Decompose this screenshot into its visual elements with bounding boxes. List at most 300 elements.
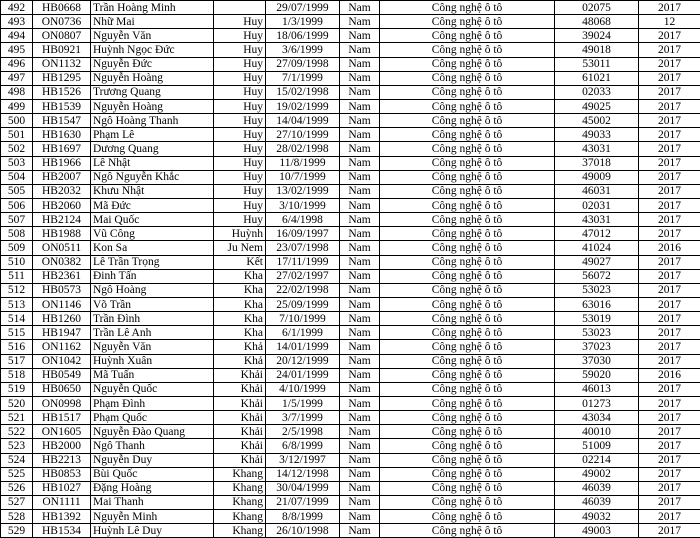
row-number-cell: 497 xyxy=(1,71,33,85)
gender-cell: Nam xyxy=(340,340,380,354)
first-name-cell: Khang xyxy=(214,467,266,481)
table-row xyxy=(1,156,700,170)
row-number-cell: 523 xyxy=(1,439,33,453)
table-row xyxy=(1,128,700,142)
student-code-cell: HB0549 xyxy=(33,368,91,382)
first-name-cell: Huy xyxy=(214,57,266,71)
year-cell: 2017 xyxy=(639,114,700,128)
table-row xyxy=(1,495,700,509)
exam-id-cell: 43034 xyxy=(555,411,639,425)
last-name-cell: Phạm Lê xyxy=(91,128,214,142)
last-name-cell: Ngô Thanh xyxy=(91,439,214,453)
exam-id-cell: 53023 xyxy=(555,283,639,297)
year-cell: 12 xyxy=(639,15,700,29)
birth-date-cell: 6/8/1999 xyxy=(266,439,340,453)
student-code-cell: HB1697 xyxy=(33,142,91,156)
birth-date-cell: 25/09/1999 xyxy=(266,297,340,311)
exam-id-cell: 59020 xyxy=(555,368,639,382)
exam-id-cell: 02075 xyxy=(555,1,639,15)
gender-cell: Nam xyxy=(340,326,380,340)
gender-cell: Nam xyxy=(340,227,380,241)
year-cell: 2017 xyxy=(639,156,700,170)
major-cell: Công nghệ ô tô xyxy=(380,453,555,467)
first-name-cell: Khải xyxy=(214,453,266,467)
row-number-cell: 524 xyxy=(1,453,33,467)
table-row xyxy=(1,269,700,283)
year-cell: 2017 xyxy=(639,453,700,467)
row-number-cell: 494 xyxy=(1,29,33,43)
major-cell: Công nghệ ô tô xyxy=(380,439,555,453)
first-name-cell: Khả xyxy=(214,354,266,368)
exam-id-cell: 49009 xyxy=(555,170,639,184)
year-cell: 2017 xyxy=(639,495,700,509)
first-name-cell: Khải xyxy=(214,368,266,382)
major-cell: Công nghệ ô tô xyxy=(380,396,555,410)
last-name-cell: Đặng Hoàng xyxy=(91,481,214,495)
gender-cell: Nam xyxy=(340,368,380,382)
year-cell: 2017 xyxy=(639,411,700,425)
student-code-cell: HB1966 xyxy=(33,156,91,170)
birth-date-cell: 2/5/1998 xyxy=(266,425,340,439)
gender-cell: Nam xyxy=(340,43,380,57)
exam-id-cell: 53023 xyxy=(555,326,639,340)
table-row xyxy=(1,255,700,269)
gender-cell: Nam xyxy=(340,99,380,113)
exam-id-cell: 53019 xyxy=(555,312,639,326)
major-cell: Công nghệ ô tô xyxy=(380,184,555,198)
gender-cell: Nam xyxy=(340,396,380,410)
first-name-cell: Khải xyxy=(214,425,266,439)
major-cell: Công nghệ ô tô xyxy=(380,425,555,439)
birth-date-cell: 15/02/1998 xyxy=(266,85,340,99)
year-cell: 2017 xyxy=(639,297,700,311)
row-number-cell: 503 xyxy=(1,156,33,170)
major-cell: Công nghệ ô tô xyxy=(380,255,555,269)
gender-cell: Nam xyxy=(340,269,380,283)
birth-date-cell: 23/07/1998 xyxy=(266,241,340,255)
student-code-cell: ON0807 xyxy=(33,29,91,43)
last-name-cell: Ngô Hoàng xyxy=(91,283,214,297)
exam-id-cell: 63016 xyxy=(555,297,639,311)
gender-cell: Nam xyxy=(340,481,380,495)
major-cell: Công nghệ ô tô xyxy=(380,269,555,283)
student-code-cell: ON1162 xyxy=(33,340,91,354)
first-name-cell: Huy xyxy=(214,15,266,29)
last-name-cell: Vũ Công xyxy=(91,227,214,241)
gender-cell: Nam xyxy=(340,142,380,156)
year-cell: 2017 xyxy=(639,510,700,524)
birth-date-cell: 27/02/1997 xyxy=(266,269,340,283)
gender-cell: Nam xyxy=(340,241,380,255)
last-name-cell: Dương Quang xyxy=(91,142,214,156)
table-row xyxy=(1,510,700,524)
student-code-cell: HB1539 xyxy=(33,99,91,113)
student-code-cell: ON0382 xyxy=(33,255,91,269)
student-code-cell: HB1517 xyxy=(33,411,91,425)
birth-date-cell: 14/04/1999 xyxy=(266,114,340,128)
gender-cell: Nam xyxy=(340,467,380,481)
table-row xyxy=(1,170,700,184)
first-name-cell: Huy xyxy=(214,213,266,227)
first-name-cell: Huy xyxy=(214,114,266,128)
major-cell: Công nghệ ô tô xyxy=(380,142,555,156)
year-cell: 2017 xyxy=(639,326,700,340)
birth-date-cell: 8/8/1999 xyxy=(266,510,340,524)
major-cell: Công nghệ ô tô xyxy=(380,43,555,57)
first-name-cell xyxy=(214,1,266,15)
student-code-cell: ON0736 xyxy=(33,15,91,29)
gender-cell: Nam xyxy=(340,411,380,425)
major-cell: Công nghệ ô tô xyxy=(380,524,555,538)
row-number-cell: 498 xyxy=(1,85,33,99)
birth-date-cell: 14/12/1998 xyxy=(266,467,340,481)
row-number-cell: 505 xyxy=(1,184,33,198)
major-cell: Công nghệ ô tô xyxy=(380,283,555,297)
major-cell: Công nghệ ô tô xyxy=(380,510,555,524)
first-name-cell: Huy xyxy=(214,29,266,43)
year-cell: 2017 xyxy=(639,1,700,15)
birth-date-cell: 26/10/1998 xyxy=(266,524,340,538)
last-name-cell: Mã Đức xyxy=(91,198,214,212)
student-code-cell: HB1947 xyxy=(33,326,91,340)
last-name-cell: Nguyễn Văn xyxy=(91,29,214,43)
birth-date-cell: 19/02/1999 xyxy=(266,99,340,113)
table-row xyxy=(1,326,700,340)
year-cell: 2017 xyxy=(639,43,700,57)
row-number-cell: 506 xyxy=(1,198,33,212)
exam-id-cell: 49003 xyxy=(555,524,639,538)
student-code-cell: HB2032 xyxy=(33,184,91,198)
birth-date-cell: 21/07/1999 xyxy=(266,495,340,509)
last-name-cell: Ngô Nguyễn Khắc xyxy=(91,170,214,184)
row-number-cell: 512 xyxy=(1,283,33,297)
year-cell: 2017 xyxy=(639,354,700,368)
first-name-cell: Huy xyxy=(214,142,266,156)
first-name-cell: Kha xyxy=(214,312,266,326)
first-name-cell: Khả xyxy=(214,340,266,354)
birth-date-cell: 3/7/1999 xyxy=(266,411,340,425)
last-name-cell: Phạm Đình xyxy=(91,396,214,410)
table-row xyxy=(1,57,700,71)
birth-date-cell: 6/1/1999 xyxy=(266,326,340,340)
gender-cell: Nam xyxy=(340,1,380,15)
birth-date-cell: 17/11/1999 xyxy=(266,255,340,269)
row-number-cell: 507 xyxy=(1,213,33,227)
exam-id-cell: 46031 xyxy=(555,184,639,198)
first-name-cell: Khang xyxy=(214,524,266,538)
table-row xyxy=(1,524,700,538)
row-number-cell: 501 xyxy=(1,128,33,142)
first-name-cell: Huy xyxy=(214,128,266,142)
birth-date-cell: 1/5/1999 xyxy=(266,396,340,410)
table-row xyxy=(1,340,700,354)
student-code-cell: HB0853 xyxy=(33,467,91,481)
gender-cell: Nam xyxy=(340,213,380,227)
last-name-cell: Lê Trần Trọng xyxy=(91,255,214,269)
year-cell: 2016 xyxy=(639,241,700,255)
row-number-cell: 522 xyxy=(1,425,33,439)
last-name-cell: Trần Lê Anh xyxy=(91,326,214,340)
last-name-cell: Mai Quốc xyxy=(91,213,214,227)
table-row xyxy=(1,481,700,495)
last-name-cell: Nguyễn Duy xyxy=(91,453,214,467)
major-cell: Công nghệ ô tô xyxy=(380,29,555,43)
exam-id-cell: 46039 xyxy=(555,495,639,509)
student-code-cell: HB1295 xyxy=(33,71,91,85)
row-number-cell: 526 xyxy=(1,481,33,495)
last-name-cell: Nguyễn Đào Quang xyxy=(91,425,214,439)
first-name-cell: Kha xyxy=(214,297,266,311)
year-cell: 2017 xyxy=(639,312,700,326)
gender-cell: Nam xyxy=(340,57,380,71)
gender-cell: Nam xyxy=(340,425,380,439)
student-code-cell: HB0573 xyxy=(33,283,91,297)
table-row xyxy=(1,396,700,410)
last-name-cell: Nguyễn Văn xyxy=(91,340,214,354)
last-name-cell: Trần Hoàng Minh xyxy=(91,1,214,15)
major-cell: Công nghệ ô tô xyxy=(380,114,555,128)
table-row xyxy=(1,312,700,326)
birth-date-cell: 6/4/1998 xyxy=(266,213,340,227)
row-number-cell: 508 xyxy=(1,227,33,241)
gender-cell: Nam xyxy=(340,198,380,212)
exam-id-cell: 49002 xyxy=(555,467,639,481)
birth-date-cell: 16/09/1997 xyxy=(266,227,340,241)
year-cell: 2017 xyxy=(639,213,700,227)
first-name-cell: Khải xyxy=(214,411,266,425)
last-name-cell: Nguyễn Hoàng xyxy=(91,99,214,113)
last-name-cell: Ngô Hoàng Thanh xyxy=(91,114,214,128)
last-name-cell: Nguyễn Quốc xyxy=(91,382,214,396)
birth-date-cell: 11/8/1999 xyxy=(266,156,340,170)
first-name-cell: Huy xyxy=(214,43,266,57)
row-number-cell: 514 xyxy=(1,312,33,326)
exam-id-cell: 46013 xyxy=(555,382,639,396)
row-number-cell: 528 xyxy=(1,510,33,524)
table-row xyxy=(1,114,700,128)
table-row xyxy=(1,198,700,212)
exam-id-cell: 43031 xyxy=(555,142,639,156)
table-row xyxy=(1,241,700,255)
student-code-cell: HB0668 xyxy=(33,1,91,15)
last-name-cell: Huỳnh Xuân xyxy=(91,354,214,368)
year-cell: 2017 xyxy=(639,524,700,538)
birth-date-cell: 29/07/1999 xyxy=(266,1,340,15)
year-cell: 2017 xyxy=(639,467,700,481)
exam-id-cell: 56072 xyxy=(555,269,639,283)
major-cell: Công nghệ ô tô xyxy=(380,71,555,85)
exam-id-cell: 02214 xyxy=(555,453,639,467)
year-cell: 2017 xyxy=(639,340,700,354)
year-cell: 2016 xyxy=(639,368,700,382)
student-code-cell: ON1146 xyxy=(33,297,91,311)
first-name-cell: Huy xyxy=(214,156,266,170)
last-name-cell: Đinh Tấn xyxy=(91,269,214,283)
last-name-cell: Bùi Quốc xyxy=(91,467,214,481)
table-row xyxy=(1,453,700,467)
major-cell: Công nghệ ô tô xyxy=(380,241,555,255)
student-code-cell: HB2000 xyxy=(33,439,91,453)
gender-cell: Nam xyxy=(340,29,380,43)
student-code-cell: ON1111 xyxy=(33,495,91,509)
last-name-cell: Nguyễn Đức xyxy=(91,57,214,71)
birth-date-cell: 14/01/1999 xyxy=(266,340,340,354)
year-cell: 2017 xyxy=(639,198,700,212)
gender-cell: Nam xyxy=(340,439,380,453)
table-row xyxy=(1,354,700,368)
major-cell: Công nghệ ô tô xyxy=(380,467,555,481)
year-cell: 2017 xyxy=(639,170,700,184)
major-cell: Công nghệ ô tô xyxy=(380,85,555,99)
exam-id-cell: 01273 xyxy=(555,396,639,410)
last-name-cell: Kon Sa xyxy=(91,241,214,255)
first-name-cell: Khải xyxy=(214,396,266,410)
last-name-cell: Khưu Nhật xyxy=(91,184,214,198)
major-cell: Công nghệ ô tô xyxy=(380,368,555,382)
last-name-cell: Nguyễn Hoàng xyxy=(91,71,214,85)
last-name-cell: Võ Trần xyxy=(91,297,214,311)
last-name-cell: Nhữ Mai xyxy=(91,15,214,29)
table-row xyxy=(1,29,700,43)
major-cell: Công nghệ ô tô xyxy=(380,1,555,15)
exam-id-cell: 39024 xyxy=(555,29,639,43)
major-cell: Công nghệ ô tô xyxy=(380,99,555,113)
student-code-cell: HB1534 xyxy=(33,524,91,538)
exam-id-cell: 41024 xyxy=(555,241,639,255)
year-cell: 2017 xyxy=(639,142,700,156)
major-cell: Công nghệ ô tô xyxy=(380,340,555,354)
major-cell: Công nghệ ô tô xyxy=(380,128,555,142)
first-name-cell: Kha xyxy=(214,269,266,283)
gender-cell: Nam xyxy=(340,354,380,368)
first-name-cell: Huy xyxy=(214,71,266,85)
student-code-cell: HB0921 xyxy=(33,43,91,57)
table-row xyxy=(1,85,700,99)
exam-id-cell: 49027 xyxy=(555,255,639,269)
major-cell: Công nghệ ô tô xyxy=(380,382,555,396)
major-cell: Công nghệ ô tô xyxy=(380,495,555,509)
student-code-cell: HB1547 xyxy=(33,114,91,128)
student-code-cell: HB1027 xyxy=(33,481,91,495)
last-name-cell: Huỳnh Ngọc Đức xyxy=(91,43,214,57)
exam-id-cell: 02031 xyxy=(555,198,639,212)
first-name-cell: Huy xyxy=(214,99,266,113)
gender-cell: Nam xyxy=(340,156,380,170)
table-row xyxy=(1,142,700,156)
first-name-cell: Huy xyxy=(214,170,266,184)
table-row xyxy=(1,283,700,297)
first-name-cell: Khang xyxy=(214,510,266,524)
major-cell: Công nghệ ô tô xyxy=(380,227,555,241)
birth-date-cell: 27/10/1999 xyxy=(266,128,340,142)
major-cell: Công nghệ ô tô xyxy=(380,354,555,368)
table-row xyxy=(1,297,700,311)
student-code-cell: ON1042 xyxy=(33,354,91,368)
year-cell: 2017 xyxy=(639,99,700,113)
table-row xyxy=(1,15,700,29)
year-cell: 2017 xyxy=(639,439,700,453)
student-code-cell: HB1630 xyxy=(33,128,91,142)
major-cell: Công nghệ ô tô xyxy=(380,312,555,326)
exam-id-cell: 02033 xyxy=(555,85,639,99)
birth-date-cell: 3/6/1999 xyxy=(266,43,340,57)
first-name-cell: Khang xyxy=(214,481,266,495)
year-cell: 2017 xyxy=(639,255,700,269)
student-code-cell: ON1132 xyxy=(33,57,91,71)
exam-id-cell: 49032 xyxy=(555,510,639,524)
row-number-cell: 518 xyxy=(1,368,33,382)
major-cell: Công nghệ ô tô xyxy=(380,411,555,425)
student-code-cell: HB2213 xyxy=(33,453,91,467)
first-name-cell: Khải xyxy=(214,382,266,396)
last-name-cell: Huỳnh Lê Duy xyxy=(91,524,214,538)
gender-cell: Nam xyxy=(340,453,380,467)
last-name-cell: Trương Quang xyxy=(91,85,214,99)
birth-date-cell: 24/01/1999 xyxy=(266,368,340,382)
last-name-cell: Mã Tuấn xyxy=(91,368,214,382)
birth-date-cell: 7/10/1999 xyxy=(266,312,340,326)
student-code-cell: HB1988 xyxy=(33,227,91,241)
last-name-cell: Mai Thanh xyxy=(91,495,214,509)
student-code-cell: ON0998 xyxy=(33,396,91,410)
birth-date-cell: 22/02/1998 xyxy=(266,283,340,297)
table-row xyxy=(1,184,700,198)
row-number-cell: 527 xyxy=(1,495,33,509)
table-row xyxy=(1,43,700,57)
gender-cell: Nam xyxy=(340,15,380,29)
exam-id-cell: 47012 xyxy=(555,227,639,241)
first-name-cell: Khải xyxy=(214,439,266,453)
year-cell: 2017 xyxy=(639,29,700,43)
row-number-cell: 509 xyxy=(1,241,33,255)
row-number-cell: 510 xyxy=(1,255,33,269)
gender-cell: Nam xyxy=(340,524,380,538)
major-cell: Công nghệ ô tô xyxy=(380,297,555,311)
year-cell: 2017 xyxy=(639,382,700,396)
exam-id-cell: 37023 xyxy=(555,340,639,354)
table-row xyxy=(1,425,700,439)
year-cell: 2017 xyxy=(639,425,700,439)
table-row xyxy=(1,382,700,396)
student-code-cell: ON0511 xyxy=(33,241,91,255)
row-number-cell: 495 xyxy=(1,43,33,57)
student-code-cell: HB1392 xyxy=(33,510,91,524)
first-name-cell: Kha xyxy=(214,326,266,340)
major-cell: Công nghệ ô tô xyxy=(380,198,555,212)
last-name-cell: Lê Nhật xyxy=(91,156,214,170)
major-cell: Công nghệ ô tô xyxy=(380,57,555,71)
exam-id-cell: 53011 xyxy=(555,57,639,71)
exam-id-cell: 51009 xyxy=(555,439,639,453)
student-code-cell: HB1526 xyxy=(33,85,91,99)
gender-cell: Nam xyxy=(340,255,380,269)
birth-date-cell: 27/09/1998 xyxy=(266,57,340,71)
year-cell: 2017 xyxy=(639,85,700,99)
gender-cell: Nam xyxy=(340,184,380,198)
major-cell: Công nghệ ô tô xyxy=(380,481,555,495)
gender-cell: Nam xyxy=(340,283,380,297)
student-code-cell: ON1605 xyxy=(33,425,91,439)
table-row xyxy=(1,99,700,113)
student-code-cell: HB2124 xyxy=(33,213,91,227)
birth-date-cell: 3/10/1999 xyxy=(266,198,340,212)
exam-id-cell: 45002 xyxy=(555,114,639,128)
first-name-cell: Ju Nem xyxy=(214,241,266,255)
table-row xyxy=(1,439,700,453)
exam-id-cell: 46039 xyxy=(555,481,639,495)
exam-id-cell: 48068 xyxy=(555,15,639,29)
gender-cell: Nam xyxy=(340,170,380,184)
